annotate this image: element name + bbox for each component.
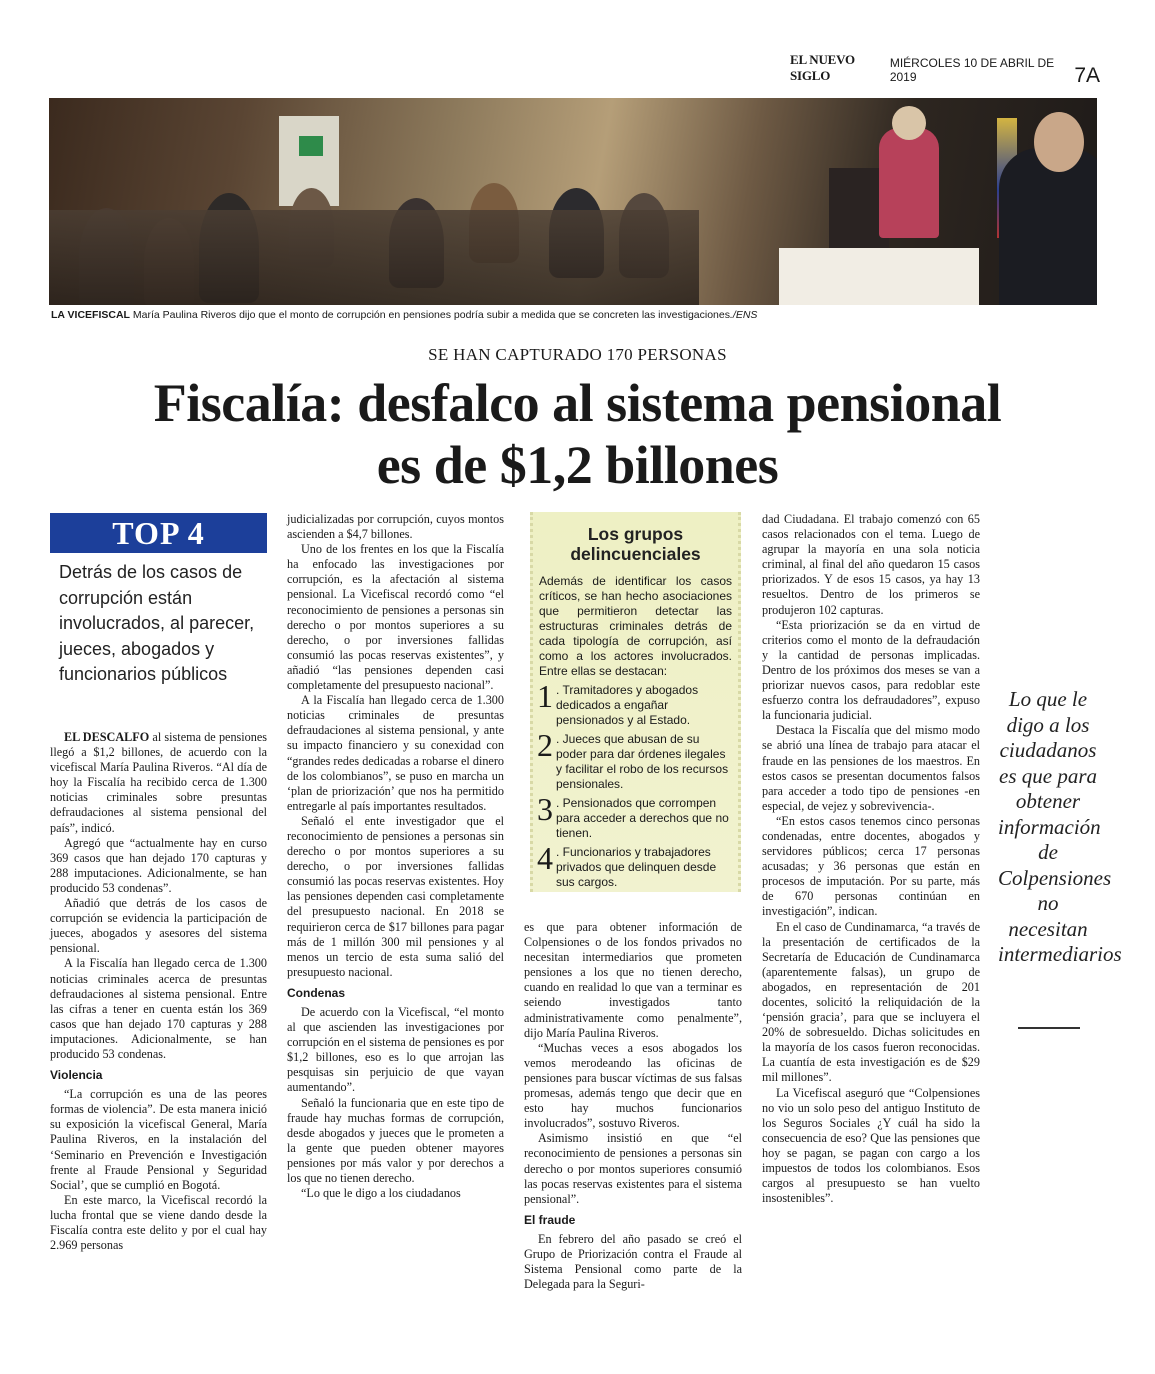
panel-table: [779, 248, 979, 305]
lead-in: EL DESCALFO: [64, 730, 150, 744]
sidebar-list-item: [537, 678, 732, 728]
paragraph: “Esta priorización se da en virtud de criterios como el monto de la defraudación y la cantidad de personas implicadas. Dentro de los próximos dos meses se van a priorizar nuevos casos, para redoblar este esfuerzo contra los defraudadores”, expuso la funcionaria judicial.: [762, 617, 980, 723]
caption-credit: ./ENS: [729, 309, 758, 321]
sidebar-box: [530, 512, 741, 892]
paragraph: Asimismo insistió en que “el reconocimiento de pensiones a personas sin derecho o por montos superiores consumió las pocas reservas existentes para el sistema pensional”.: [524, 1131, 742, 1206]
speaker-figure: [879, 128, 939, 238]
caption-label: LA VICEFISCAL: [51, 309, 130, 321]
panelist-head: [1034, 112, 1084, 172]
article-column-1: [50, 730, 267, 1253]
subheading-el-fraude: El fraude: [524, 1212, 576, 1227]
headline: [0, 372, 1155, 496]
kicker: SE HAN CAPTURADO 170 PERSONAS: [428, 345, 727, 364]
paragraph: “Muchas veces a esos abogados los vemos merodeando las oficinas de pensiones para buscar víctimas de sus falsas promesas, además tengo que decir que en esto hay muchos funcionarios involucrados”, sostuvo Riveros.: [524, 1040, 742, 1131]
paragraph-text: al sistema de pensiones llegó a $1,2 billones, de acuerdo con la vicefiscal María Paulina Riveros. “Al día de hoy la Fiscalía ha recibido cerca de 1.300 noticias criminales sobre presuntas defraudaciones al sistema pensional del país”, indicó.: [50, 730, 268, 835]
list-text: . Jueces que abusan de su poder para dar órdenes ilegales y facilitar el robo de los recursos pensionales.: [556, 732, 729, 791]
screen-logo-icon: [299, 136, 323, 156]
paragraph: La Vicefiscal aseguró que “Colpensiones no vio un solo peso del antiguo Instituto de los Seguros Sociales ¿Y cuál ha sido la consecuencia de eso? Que las pensiones que hoy se pagan, se pagan con cargo a los impuestos de todos los colombianos. Esos cargos al presupuesto se han vuelto insostenibles”.: [762, 1085, 980, 1206]
list-number: 1: [537, 678, 553, 714]
article-column-3: [524, 920, 742, 1292]
caption-text: María Paulina Riveros dijo que el monto de corrupción en pensiones podría subir a medida que se concreten las investigaciones: [129, 309, 730, 321]
sidebar-list-item: [537, 840, 732, 890]
page-header: [790, 52, 1100, 87]
paragraph: En este marco, la Vicefiscal recordó la lucha frontal que se viene dando desde la Fiscalía contra este delito y por el cual hay 2.969 personas: [50, 1192, 267, 1253]
list-text: . Pensionados que corrompen para acceder a derechos que no tienen.: [556, 796, 729, 840]
paragraph: [50, 730, 267, 836]
article-column-2: [287, 512, 504, 1201]
speaker-head: [892, 106, 926, 140]
paragraph: A la Fiscalía han llegado cerca de 1.300 noticias criminales de presuntas defraudaciones al sistema pensional, y ante su impacto financiero y su conexidad con “grandes redes dedicadas a robarse el dinero de los colombianos”, se puso en marcha un ‘plan de priorización’ que nos ha permitido entregarle al país importantes resultados.: [287, 693, 504, 813]
subheading-condenas: Condenas: [287, 985, 346, 1000]
paragraph: “Lo que le digo a los ciudadanos: [301, 1186, 461, 1201]
list-number: 4: [537, 840, 553, 876]
issue-date: MIÉRCOLES 10 DE ABRIL DE 2019: [889, 56, 1055, 84]
newspaper-name: EL NUEVO SIGLO: [790, 52, 855, 83]
paragraph: Añadió que detrás de los casos de corrupción se evidencia la participación de jueces, abogados y asesores del sistema pensional.: [50, 896, 267, 956]
headline-line-1: Fiscalía: desfalco al sistema pensional: [153, 373, 1002, 433]
paragraph: “La corrupción es una de las peores formas de violencia”. De esta manera inició su exposición la vicefiscal General, María Paulina Riveros, en la instalación del ‘Seminario en Prevención e Investigación frente al Fraude Pensional y Seguridad Social’, que se cumplió en Bogotá.: [50, 1087, 267, 1192]
list-text: . Tramitadores y abogados dedicados a engañar pensionados y al Estado.: [556, 683, 699, 727]
article-column-4: [762, 512, 980, 1206]
paragraph: es que para obtener información de Colpensiones o de los fondos privados no necesitan intermediarios que prometen pensiones a los que no tienen derecho, cuando en realidad lo que van a terminar es seiendo investigados tanto administrativamente como penalmente”, dijo María Paulina Riveros.: [524, 920, 742, 1040]
paragraph: “En estos casos tenemos cinco personas condenadas, entre docentes, abogados y servidores públicos; cerca 17 personas acusadas; y 36 personas que están en procesos de imputación. Por su parte, más de 670 personas continúan en investigación”, indican.: [762, 813, 980, 919]
photo-caption: [51, 309, 1051, 321]
page-number: 7A: [1074, 64, 1100, 87]
paragraph: Destaca la Fiscalía que del mismo modo se abrió una línea de trabajo para atacar el fraude en las pensiones de los maestros. En estos casos se presentan documentos falsos para acceder a todo tipo de pensiones -en especial, de vejez y sobrevivencia-.: [762, 723, 980, 813]
paragraph: Uno de los frentes en los que la Fiscalía ha enfocado las investigaciones por corrupción, es la afectación al sistema pensional. La Vicefiscal recordó como “el reconocimiento de pensiones a personas sin derecho o por montos superiores a su derecho, o por inversiones fallidas consumió las pocas reservas existentes”, y añadió “las pensiones dependen casi completamente del presupuesto nacional”.: [287, 542, 504, 693]
paragraph: Señaló la funcionaria que en este tipo de fraude hay muchas formas de corrupción, desde abogados y jueces que le prometen a la gente que pueden obtener mayores pensiones por más valor y por derechos a los que no tienen derecho.: [287, 1095, 504, 1186]
sidebar-list-item: [537, 791, 732, 841]
paragraph: Señaló el ente investigador que el reconocimiento de pensiones a personas sin derecho o por montos superiores a su derecho, o por inversiones fallidas consumió las pocas reservas existentes. Hoy las pensiones dependen casi completamente del presupuesto nacional. En 2018 se requirieron cerca de $17 billones para pagar más de 1 millón 300 mil pensiones y al menos un tercio de esta suma salió del presupuesto nacional.: [287, 813, 504, 979]
list-text: . Funcionarios y trabajadores privados que delinquen desde sus cargos.: [556, 845, 717, 889]
paragraph: dad Ciudadana. El trabajo comenzó con 65 casos relacionados con el tema. Luego de agrupar la mayoría en una sola noticia criminal, al final del año quedaron 15 casos priorizados. Y de esos 15 casos, ya hay 13 resueltos. Dentro de los primeros se produjeron 102 capturas.: [762, 512, 980, 617]
conference-tables: [49, 210, 699, 305]
article-summary: Detrás de los casos de corrupción están involucrados, al parecer, jueces, abogados y funcionarios públicos: [59, 562, 255, 684]
list-number: 2: [537, 727, 553, 763]
paragraph: En febrero del año pasado se creó el Grupo de Priorización contra el Fraude al Sistema Pensional como parte de la Delegada para la Seguri-: [524, 1231, 742, 1292]
paragraph: Agregó que “actualmente hay en curso 369 casos que han dejado 170 capturas y 288 imputaciones. Adicionalmente, se han producido 53 condenas”.: [50, 835, 267, 895]
subheading-violencia: Violencia: [50, 1068, 103, 1083]
sidebar-title: Los grupos delincuenciales: [570, 524, 701, 564]
headline-line-2: es de $1,2 billones: [376, 435, 779, 495]
pull-quote: Lo que le digo a los ciudadanos es que para obtener información de Colpensiones no necesitan intermediarios: [998, 687, 1122, 966]
paragraph: De acuerdo con la Vicefiscal, “el monto al que ascienden las investigaciones por corrupción en el sistema de pensiones es por $1,2 billones, eso es lo que arrojan las pesquisas sin perjuicio de que vayan aumentando”.: [287, 1005, 504, 1095]
conference-photo: [49, 98, 1097, 305]
paragraph: En el caso de Cundinamarca, “a través de la presentación de certificados de la Secretaría de Educación de Cundinamarca (aparentemente falsas), un grupo de abogados, en representación de 201 docentes, solicitó la reliquidación de la ‘pensión gracia’, para que se incluyera el 20% de sobresueldo. Dichas solicitudes en la mayoría de los casos fueron reconocidas. La cuantía de esta investigación es de $29 mil millones”.: [762, 919, 980, 1085]
paragraph: judicializadas por corrupción, cuyos montos ascienden a $4,7 billones.: [287, 512, 504, 542]
pull-quote-rule: [1018, 1027, 1080, 1029]
list-number: 3: [537, 791, 553, 827]
panelist-figure: [999, 148, 1097, 305]
sidebar-list-item: [537, 727, 732, 792]
sidebar-intro: Además de identificar los casos críticos, se han hecho asociaciones que permitieron detectar las estructuras criminales detrás de cada tipología de corrupción, así como a los actores involucrados. Entre ellas se destacan:: [539, 574, 732, 678]
top4-banner: TOP 4: [50, 513, 267, 553]
paragraph: A la Fiscalía han llegado cerca de 1.300 noticias criminales acerca de presuntas defraudaciones al sistema pensional. Entre las cifras a tener en cuenta están los 369 casos que han dejado 170 capturas y 288 imputaciones. Adicionalmente, se han producido 53 condenas.: [50, 956, 267, 1061]
